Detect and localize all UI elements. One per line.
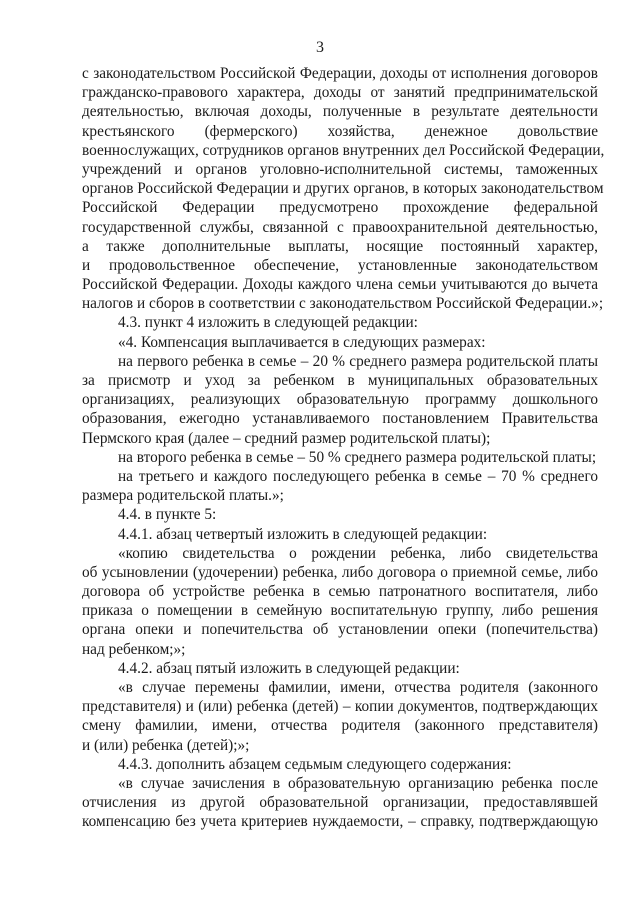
- text-line: 4.4.3. дополнить абзацем седьмым следующего содержания:: [118, 755, 512, 773]
- text-line: отчисления из другой образовательной организации, предоставлявшей: [82, 794, 598, 812]
- text-line: 4.4. в пункте 5:: [118, 506, 217, 524]
- text-line: органов Российской Федерации и других органов, в которых законодательством: [82, 180, 604, 198]
- text-line: 4.4.1. абзац четвертый изложить в следующей редакции:: [118, 525, 488, 543]
- text-line: «4. Компенсация выплачивается в следующих размерах:: [118, 333, 486, 351]
- text-line: смену фамилии, имени, отчества родителя (законного представителя): [82, 717, 598, 735]
- text-line: учреждений и органов уголовно-исполнительной системы, таможенных: [82, 160, 598, 178]
- text-line: над ребенком;»;: [82, 640, 186, 658]
- text-line: на второго ребенка в семье – 50 % среднего размера родительской платы;: [118, 448, 597, 466]
- text-line: об усыновлении (удочерении) ребенка, либо договора о приемной семье, либо: [82, 563, 598, 581]
- text-line: размера родительской платы.»;: [82, 487, 284, 505]
- text-line: и продовольственное обеспечение, установленные законодательством: [82, 256, 598, 274]
- text-line: военнослужащих, сотрудников органов внутренних дел Российской Федерации,: [82, 141, 605, 159]
- text-line: Пермского края (далее – средний размер родительской платы);: [82, 429, 491, 447]
- text-line: Российской Федерации. Доходы каждого члена семьи учитываются до вычета: [82, 276, 598, 294]
- page-number: 3: [316, 39, 324, 56]
- text-line: деятельностью, включая доходы, полученные в результате деятельности: [82, 103, 598, 121]
- text-line: 4.4.2. абзац пятый изложить в следующей редакции:: [118, 659, 460, 677]
- text-line: договора об устройстве ребенка в семью патронатного воспитателя, либо: [82, 583, 598, 601]
- text-line: «в случае зачисления в образовательную организацию ребенка после: [118, 774, 598, 792]
- text-line: приказа о помещении в семейную воспитательную группу, либо решения: [82, 602, 598, 620]
- text-line: и (или) ребенка (детей);»;: [82, 736, 250, 754]
- text-line: государственной службы, связанной с правоохранительной деятельностью,: [82, 218, 598, 236]
- text-line: налогов и сборов в соответствии с законодательством Российской Федерации.»;: [82, 295, 604, 313]
- text-line: образования, ежегодно устанавливаемого постановлением Правительства: [82, 410, 598, 428]
- text-line: 4.3. пункт 4 изложить в следующей редакции:: [118, 314, 418, 332]
- text-line: органа опеки и попечительства об установлении опеки (попечительства): [82, 621, 598, 639]
- text-line: «в случае перемены фамилии, имени, отчества родителя (законного: [118, 679, 598, 696]
- text-line: «копию свидетельства о рождении ребенка, либо свидетельства: [118, 544, 598, 562]
- document-body: [82, 64, 605, 832]
- text-line: гражданско-правового характера, доходы от занятий предпринимательской: [82, 84, 598, 102]
- text-line: Российской Федерации предусмотрено прохождение федеральной: [82, 199, 598, 217]
- text-line: представителя) и (или) ребенка (детей) – копии документов, подтверждающих: [82, 698, 598, 716]
- text-line: на третьего и каждого последующего ребенка в семье – 70 % среднего: [118, 467, 598, 485]
- text-line: организациях, реализующих образовательную программу дошкольного: [82, 391, 598, 409]
- text-line: а также дополнительные выплаты, носящие постоянный характер,: [82, 237, 598, 255]
- text-line: на первого ребенка в семье – 20 % среднего размера родительской платы: [118, 352, 598, 370]
- text-line: с законодательством Российской Федерации, доходы от исполнения договоров: [82, 65, 598, 82]
- text-line: за присмотр и уход за ребенком в муниципальных образовательных: [82, 372, 598, 389]
- text-line: компенсацию без учета критериев нуждаемости, – справку, подтверждающую: [82, 813, 598, 831]
- text-line: крестьянского (фермерского) хозяйства, денежное довольствие: [82, 122, 598, 140]
